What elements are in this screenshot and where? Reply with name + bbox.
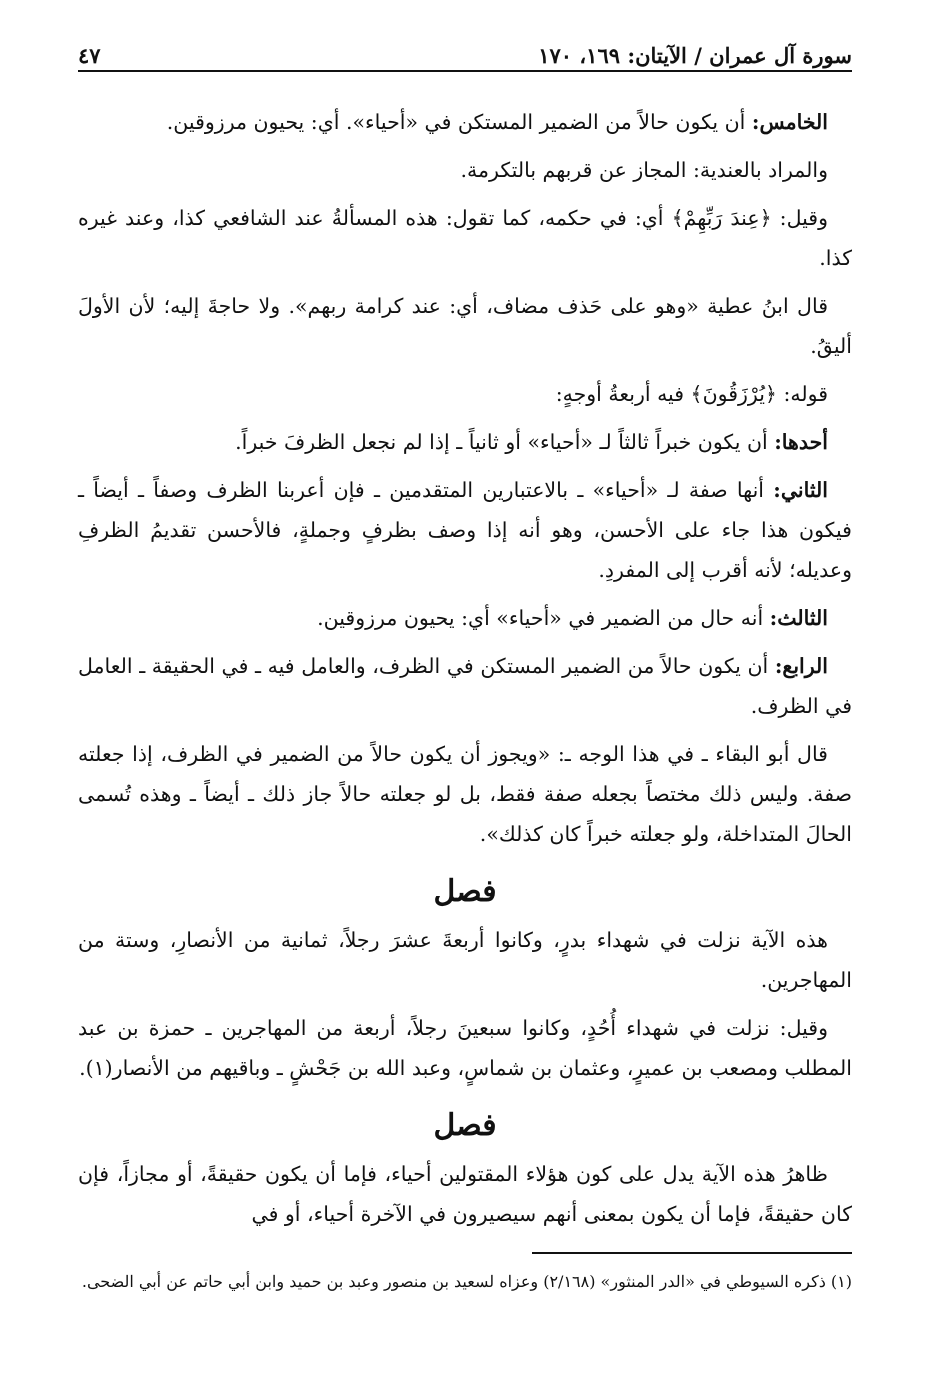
section-heading: فصل [433,874,497,909]
paragraph-first-aspect [78,422,852,462]
term-label: أحدها: [774,430,828,454]
paragraph-text: وقيل: نزلت في شهداء أُحُدٍ، وكانوا سبعينَ رجلاً، أربعة من المهاجرين ـ حمزة بن عبد المطلب ومصعب بن عميرٍ، وعثمان بن شماسٍ، وعبد الله بن جَحْشٍ ـ وباقيهم من الأنصار(١). [78,1016,852,1080]
paragraph [78,198,852,278]
term-label: الخامس: [751,110,828,134]
paragraph-fifth [78,102,852,142]
paragraph-text: قوله: ﴿يُرْزَقُونَ﴾ فيه أربعةُ أوجهٍ: [555,382,828,406]
section-heading: فصل [433,1108,497,1143]
paragraph-third-aspect [78,598,852,638]
footnote-divider [532,1252,852,1254]
paragraph [78,150,852,190]
footnote: (١) ذكره السيوطي في «الدر المنثور» (٢/١٦٨) وعزاه لسعيد بن منصور وعبد بن حميد وابن أبي حاتم عن أبي الضحى. [81,1272,852,1291]
paragraph [78,374,852,414]
paragraph-fourth-aspect [78,646,852,726]
term-label: الرابع: [774,654,828,678]
running-title: سورة آل عمران / الآيتان: ١٦٩، ١٧٠ [528,43,852,68]
paragraph-text: أنها صفة لـ «أحياء» ـ بالاعتبارين المتقدمين ـ فإن أعربنا الظرف وصفاً ـ أيضاً ـ فيكون هذا جاء على الأحسن، وهو أنه إذا وصف بظرفٍ وجملةٍ، فالأحسن تقديمُ الظرفِ وعديله؛ لأنه أقرب إلى المفردِ. [78,478,852,582]
paragraph-second-aspect [78,470,852,590]
paragraph-text: وقيل: ﴿عِندَ رَبِّهِمْ﴾ أي: في حكمه، كما تقول: هذه المسألةُ عند الشافعي كذا، وعند غيره كذا. [78,206,852,270]
term-label: الثالث: [769,606,828,630]
paragraph [78,1154,852,1234]
paragraph [78,734,852,854]
paragraph-text: ظاهرُ هذه الآية يدل على كون هؤلاء المقتولين أحياء، فإما أن يكون حقيقةً، أو مجازاً، فإن كان حقيقةً، فإما أن يكون بمعنى أنهم سيصيرون في الآخرة أحياء، أو في [78,1162,852,1226]
paragraph-text: أن يكون خبراً ثالثاً لـ «أحياء» أو ثانياً ـ إذا لم نجعل الظرفَ خبراً. [235,430,775,454]
paragraph [78,286,852,366]
paragraph-text: والمراد بالعندية: المجاز عن قربهم بالتكرمة. [460,158,828,182]
term-label: الثاني: [773,478,828,502]
paragraph-text: هذه الآية نزلت في شهداء بدرٍ، وكانوا أربعةَ عشرَ رجلاً، ثمانية من الأنصارِ، وستة من المهاجرين. [78,928,852,992]
page-number: ٤٧ [78,43,101,68]
page-header [78,30,852,72]
book-page [78,30,852,1355]
paragraph [78,1008,852,1088]
page-body [78,102,852,1300]
paragraph [78,920,852,1000]
paragraph-text: أنه حال من الضمير في «أحياء» أي: يحيون مرزوقين. [317,606,770,630]
paragraph-text: أن يكون حالاً من الضمير المستكن في الظرف، والعامل فيه ـ في الحقيقة ـ العامل في الظرف. [78,654,852,718]
paragraph-text: قال ابنُ عطية «وهو على حَذف مضاف، أي: عند كرامة ربهم». ولا حاجةَ إليه؛ لأن الأولَ أليقُ. [78,294,852,358]
paragraph-text: قال أبو البقاء ـ في هذا الوجه ـ: «ويجوز أن يكون حالاً من الضمير في الظرف، إذا جعلته صفة. وليس ذلك مختصاً بجعله صفة فقط، بل لو جعلته حالاً جاز ذلك ـ أيضاً ـ وهذه تُسمى الحالَ المتداخلة، ولو جعلته خبراً كان كذلك». [78,742,852,846]
paragraph-text: أن يكون حالاً من الضمير المستكن في «أحياء». أي: يحيون مرزوقين. [166,110,752,134]
